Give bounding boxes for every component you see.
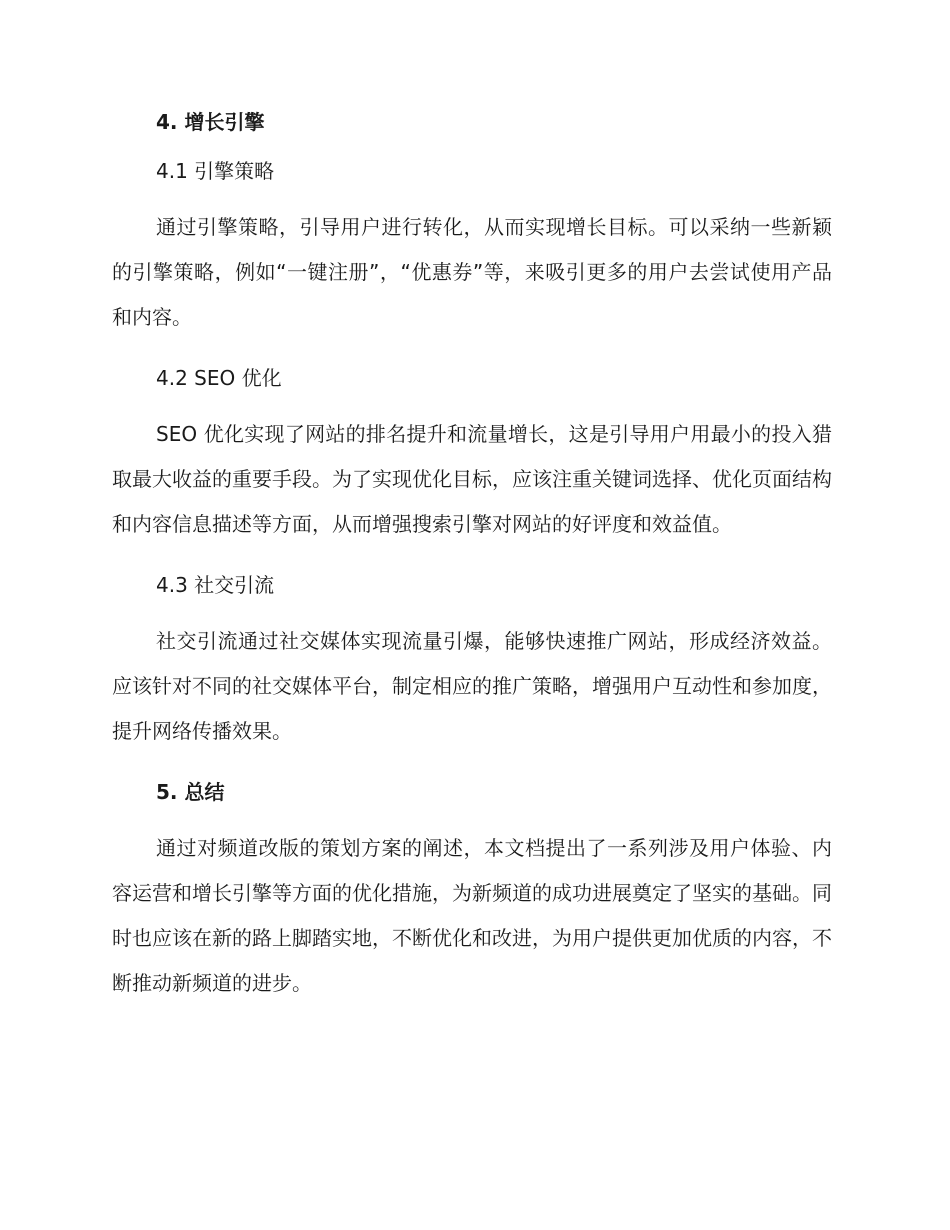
section-4-3-heading: 4.3 社交引流 — [156, 573, 275, 597]
section-4-3-paragraph: 社交引流通过社交媒体实现流量引爆，能够快速推广网站，形成经济效益。应该针对不同的社交媒体平台，制定相应的推广策略，增强用户互动性和参加度，提升网络传播效果。 — [112, 629, 832, 743]
document-content — [112, 107, 832, 1006]
section-4-1-heading: 4.1 引擎策略 — [156, 159, 275, 183]
section-4-heading: 4. 增长引擎 — [156, 110, 265, 134]
section-5-heading: 5. 总结 — [156, 780, 225, 804]
section-5-paragraph: 通过对频道改版的策划方案的阐述，本文档提出了一系列涉及用户体验、内容运营和增长引擎等方面的优化措施，为新频道的成功进展奠定了坚实的基础。同时也应该在新的路上脚踏实地，不断优化和改进，为用户提供更加优质的内容，不断推动新频道的进步。 — [112, 836, 832, 995]
section-4-2-heading: 4.2 SEO 优化 — [156, 366, 282, 390]
section-4-2-paragraph: SEO 优化实现了网站的排名提升和流量增长，这是引导用户用最小的投入猎取最大收益的重要手段。为了实现优化目标，应该注重关键词选择、优化页面结构和内容信息描述等方面，从而增强搜索引擎对网站的好评度和效益值。 — [112, 422, 832, 536]
section-4-1-paragraph: 通过引擎策略，引导用户进行转化，从而实现增长目标。可以采纳一些新颖的引擎策略，例如“一键注册”，“优惠券”等，来吸引更多的用户去尝试使用产品和内容。 — [112, 215, 832, 329]
